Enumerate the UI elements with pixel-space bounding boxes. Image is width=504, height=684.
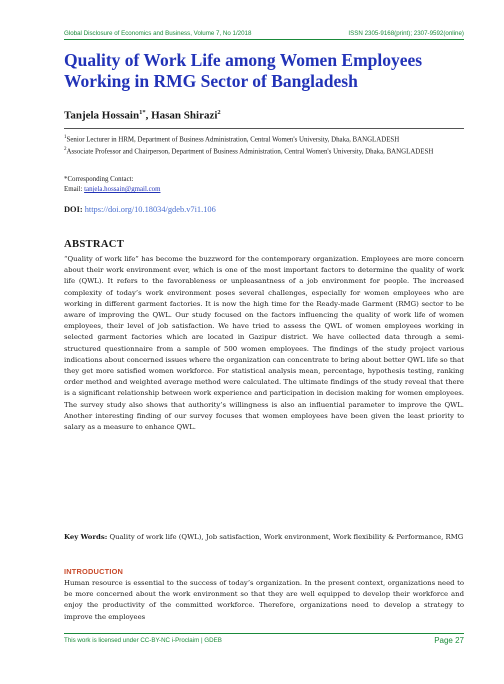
author-line (64, 109, 221, 122)
keywords-label: Key Words: (64, 533, 108, 541)
author-1-name: Tanjela Hossain (64, 109, 140, 122)
journal-header (64, 28, 464, 38)
license-text: This work is licensed under CC-BY-NC i-Proclaim | GDEB (64, 637, 222, 644)
paper-title: Quality of Work Life among Women Employees Working in RMG Sector of Bangladesh (64, 50, 423, 91)
correspondence-block (64, 175, 160, 195)
footer-divider (64, 633, 464, 634)
correspondence-email-line (64, 185, 160, 195)
journal-citation: Global Disclosure of Economics and Business, Volume 7, No 1/2018 (64, 29, 252, 37)
email-link[interactable]: tanjela.hossain@gmail.com (84, 186, 161, 193)
author-2-superscript: 2 (217, 109, 221, 116)
doi-line (64, 205, 216, 214)
correspondence-label: *Corresponding Contact: (64, 176, 134, 183)
author-1-superscript: 1* (139, 109, 146, 116)
affiliation-1 (64, 133, 464, 145)
affiliation-2-marker: 2 (64, 147, 67, 153)
journal-issn: ISSN 2305-9168(print); 2307-9592(online) (348, 29, 464, 37)
author-2-name: Hasan Shirazi (151, 109, 218, 122)
abstract-text: “Quality of work life” has become the buzzword for the contemporary organization. Employees are more concern about their work environment ever, which is one of the most important factors to determine the quality of work life (QWL). It refers to the favorableness or unpleasantness of a job environment for people. The increased complexity of today’s work environment poses several challenges, especially for women employees who are working in different garment factories. It is now the high time for the Ready-made Garment (RMG) sector to be aware of improving the QWL. Our study focused on the factors influencing the quality of work life of women employees, their level of job satisfaction. We have tried to assess the QWL of women employees working in selected garment factories which are located in Gazipur district. We have collected data through a semi-structured questionnaire from a sample of 500 women employees. The findings of the study project various indications about concerned issues where the organization can concentrate to bring about better QWL life so that they get more satisfied women workforce. For statistical analysis mean, percentage, hypothesis testing, ranking order method and weighted average method were calculated. The ultimate findings of the study reveal that there is a significant relationship between work experience and participation in decision making for women employees. The survey study also shows that authority’s willingness is also an influential parameter to improve the QWL. Another interesting finding of our survey focuses that women employees have been given the least priority to salary as a measure to enhance QWL. (64, 255, 464, 432)
header-divider (64, 39, 464, 40)
keywords-text: Quality of work life (QWL), Job satisfaction, Work environment, Work flexibility & Performance, RMG (107, 533, 464, 541)
affiliations (64, 133, 464, 158)
page-number: Page 27 (434, 636, 464, 645)
author-separator: , (145, 109, 152, 122)
page-footer (64, 636, 464, 645)
doi-label: DOI: (64, 205, 85, 214)
introduction-text: Human resource is essential to the success of today’s organization. In the present context, organizations need to be more concerned about the work environment so that they are well equipped to develop their workforce and enjoy the productivity of the committed workforce. Therefore, organizations need to develop a strategy to improve the employees (64, 579, 464, 621)
abstract-heading: ABSTRACT (64, 239, 125, 250)
affiliation-2-text: Associate Professor and Chairperson, Department of Business Administration, Central Women's University, Dhaka, BANGLADESH (66, 148, 434, 156)
keywords-block (64, 532, 464, 543)
affiliation-1-marker: 1 (64, 135, 67, 140)
email-label: Email: (64, 186, 85, 193)
affiliation-1-text: Senior Lecturer in HRM, Department of Business Administration, Central Women's University, Dhaka, BANGLADESH (66, 136, 400, 144)
introduction-heading: INTRODUCTION (64, 567, 124, 576)
affiliation-divider (64, 128, 464, 129)
affiliation-2 (64, 145, 464, 157)
doi-link[interactable]: https://doi.org/10.18034/gdeb.v7i1.106 (84, 205, 216, 214)
